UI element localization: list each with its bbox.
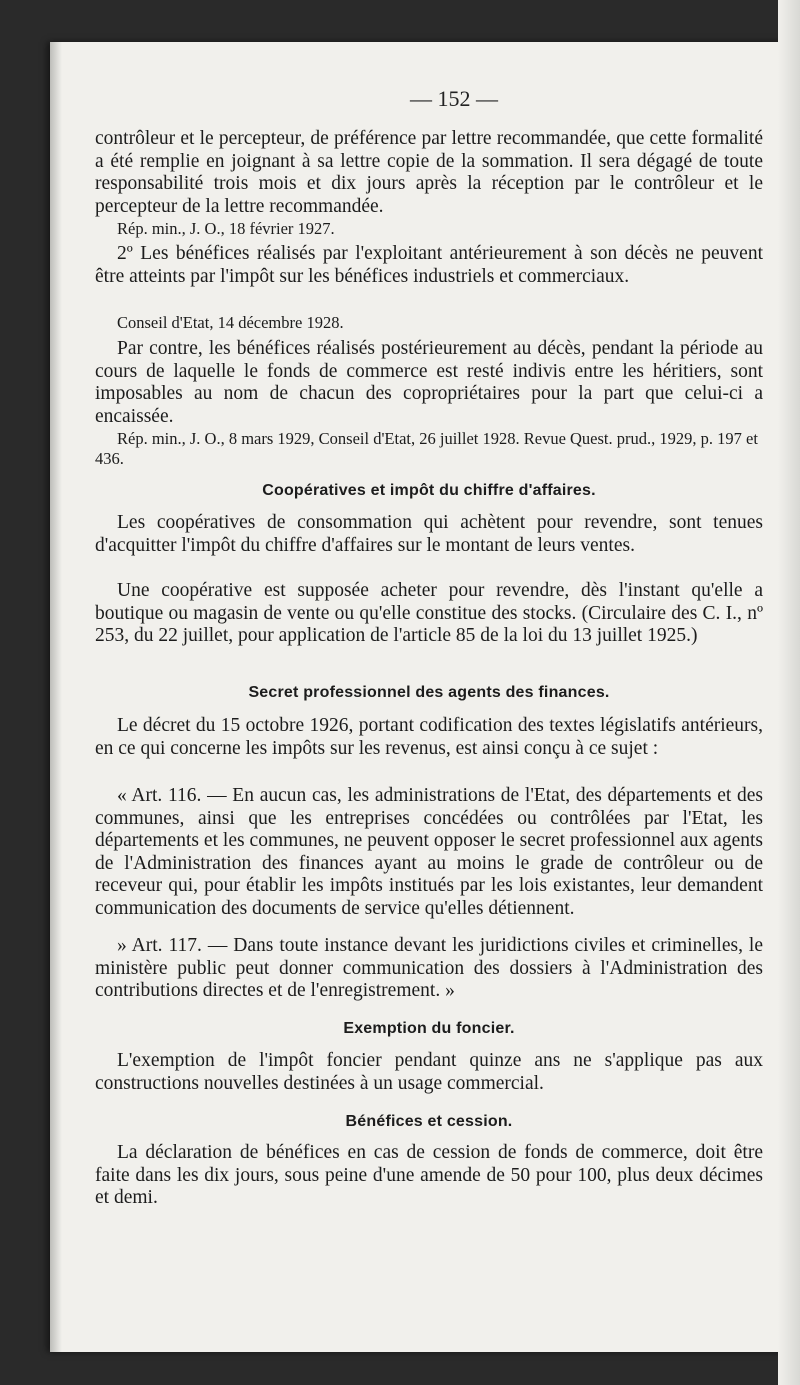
- heading-benefices-cession: Bénéfices et cession.: [345, 1113, 513, 1130]
- paragraph-exemption: L'exemption de l'impôt foncier pendant quinze ans ne s'applique pas aux constructions nouvelles destinées à un usage commercial.: [95, 1050, 763, 1094]
- paragraph-article-116: « Art. 116. — En aucun cas, les administrations de l'Etat, des départements et des communes, ainsi que les entreprises concédées ou contrôlées par l'Etat, les départements et les communes, ne peuvent opposer le secret professionnel aux agents de l'Administration des finances ayant au moins le grade de contrôleur ou de receveur qui, pour établir les impôts institués par les lois existantes, leur demandent communication des documents de service qu'elles détiennent.: [95, 785, 763, 919]
- paragraph-benefices-posterieurs: Par contre, les bénéfices réalisés postérieurement au décès, pendant la période au cours de laquelle le fonds de commerce est resté indivis entre les héritiers, sont imposables au nom de chacun des copropriétaires pour la part que celui-ci a encaissée.: [95, 338, 763, 427]
- paragraph-cooperatives-1: Les coopératives de consommation qui achètent pour revendre, sont tenues d'acquitter l'impôt du chiffre d'affaires sur le montant de leurs ventes.: [95, 512, 763, 556]
- page-number: — 152 —: [410, 86, 498, 111]
- paragraph-article-117: » Art. 117. — Dans toute instance devant les juridictions civiles et criminelles, le ministère public peut donner communication des dossiers à l'Administration des contributions directes et de l'enregistrement. »: [95, 935, 763, 1001]
- reference-2: Conseil d'Etat, 14 décembre 1928.: [117, 313, 344, 332]
- reference-1: Rép. min., J. O., 18 février 1927.: [117, 219, 335, 238]
- paragraph-continuation: contrôleur et le percepteur, de préférence par lettre recommandée, que cette formalité a été remplie en joignant à sa lettre copie de la sommation. Il sera dégagé de toute responsabilité trois mois et dix jours après la réception par le contrôleur et le percepteur de la lettre recommandée.: [95, 128, 763, 217]
- heading-secret-professionnel: Secret professionnel des agents des finances.: [248, 684, 610, 701]
- heading-cooperatives: Coopératives et impôt du chiffre d'affaires.: [262, 482, 596, 499]
- page-edge: [778, 0, 800, 1385]
- paragraph-cession: La déclaration de bénéfices en cas de cession de fonds de commerce, doit être faite dans les dix jours, sous peine d'une amende de 50 pour 100, plus deux décimes et demi.: [95, 1142, 763, 1208]
- paragraph-cooperatives-2: Une coopérative est supposée acheter pour revendre, dès l'instant qu'elle a boutique ou magasin de vente ou qu'elle constitue des stocks. (Circulaire des C. I., nº 253, du 22 juillet, pour application de l'article 85 de la loi du 13 juillet 1925.): [95, 580, 763, 646]
- reference-3: Rép. min., J. O., 8 mars 1929, Conseil d'Etat, 26 juillet 1928. Revue Quest. prud., 1929, p. 197 et 436.: [95, 429, 758, 468]
- paragraph-benefices-anterieurs: 2º Les bénéfices réalisés par l'exploitant antérieurement à son décès ne peuvent être atteints par l'impôt sur les bénéfices industriels et commerciaux.: [95, 243, 763, 287]
- paragraph-decret: Le décret du 15 octobre 1926, portant codification des textes législatifs antérieurs, en ce qui concerne les impôts sur les revenus, est ainsi conçu à ce sujet :: [95, 715, 763, 759]
- heading-exemption-foncier: Exemption du foncier.: [343, 1020, 515, 1037]
